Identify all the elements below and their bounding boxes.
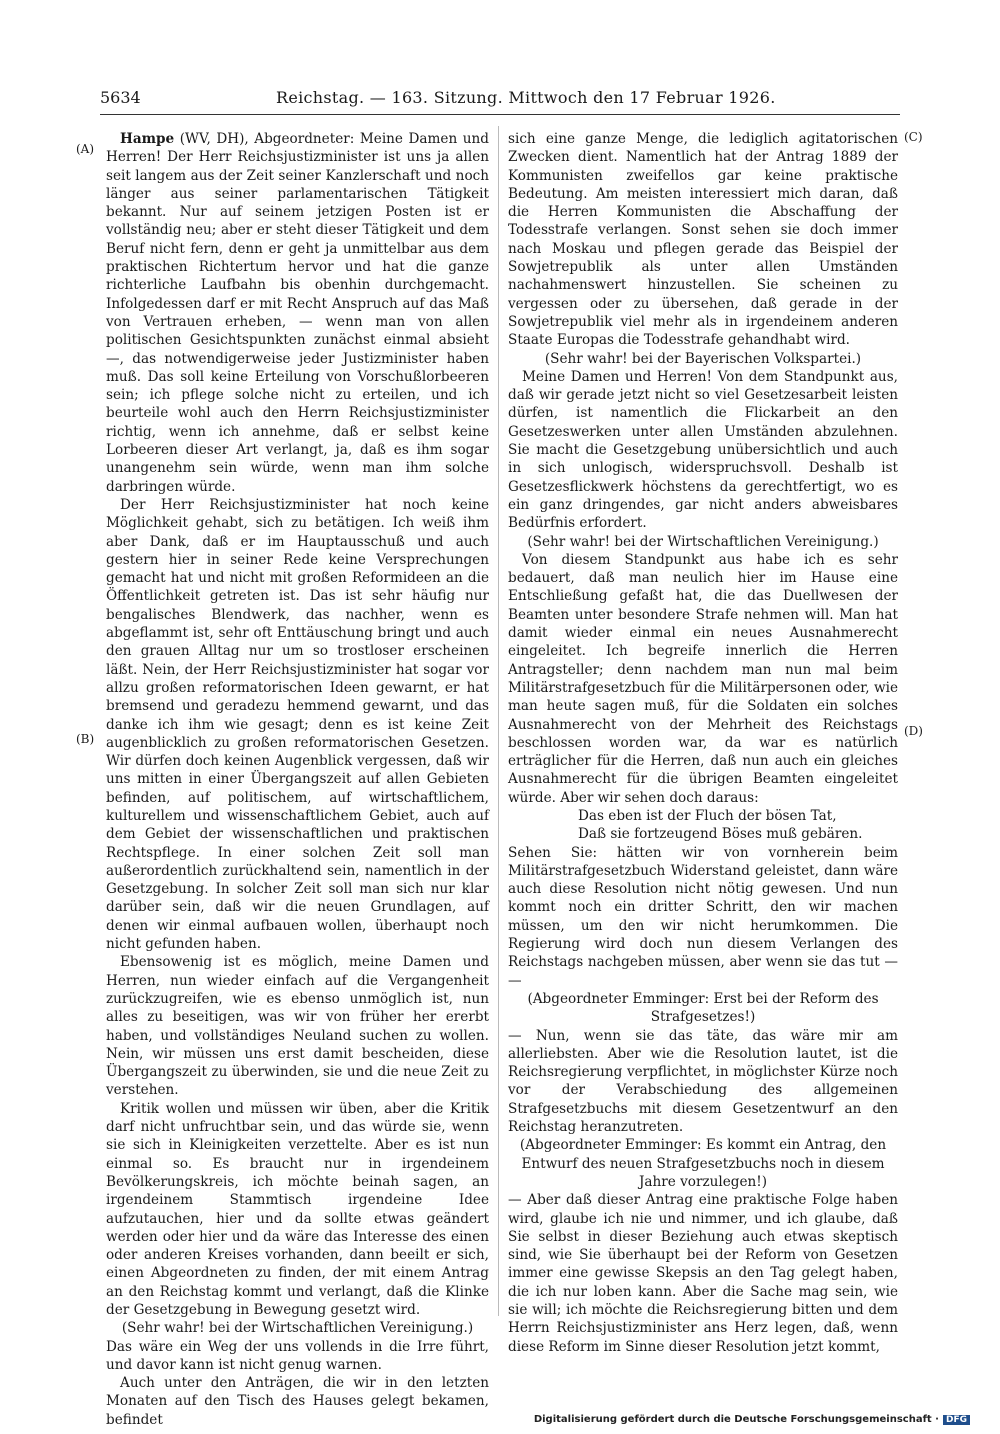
paragraph: Das wäre ein Weg der uns vollends in die Irre führt, und davor kann ist nicht genug warnen. — [106, 1338, 489, 1373]
page-number: 5634 — [100, 88, 141, 107]
interjection: (Sehr wahr! bei der Wirtschaftlichen Vereinigung.) — [527, 533, 879, 550]
digitization-credit — [534, 1414, 970, 1425]
margin-label-d: (D) — [904, 724, 923, 738]
interjection: (Sehr wahr! bei der Wirtschaftlichen Vereinigung.) — [121, 1320, 474, 1337]
paragraph: sich eine ganze Menge, die lediglich agitatorischen Zwecken dient. Namentlich hat der Antrag 1889 der Kommunisten zweifellos gar keine praktische Bedeutung. Am meisten interessiert mich daran, daß die Herren Kommunisten die Abschaffung der Todesstrafe verlangen. Sonst sehen sie doch immer nach Moskau und pflegen gerade das Beispiel der Sowjetrepublik als unter allen Umständen nachahmenswert hinzustellen. Sie scheinen zu vergessen oder zu übersehen, daß gerade in der Sowjetrepublik viel mehr als in irgendeinem anderen Staate Europas die Todesstrafe gehandhabt wird. — [508, 131, 898, 349]
paragraph: — Nun, wenn sie das täte, das wäre mir am allerliebsten. Aber wie die Resolution lautet, ist die Reichsregierung verpflichtet, in möglichster Kürze noch vor der Verabschiedung des allgemeinen Strafgesetzbuchs mit diesem Gesetzentwurf an den Reichstag heranzutreten. — [508, 1027, 898, 1136]
paragraph: — Aber daß dieser Antrag eine praktische Folge haben wird, glaube ich nie und nimmer, und ich glaube, daß Sie selbst in dieser Beziehung auch etwas skeptisch sind, wie Sie überhaupt bei der Reform von Gesetzen immer eine gewisse Skepsis an den Tag gelegt haben, die ich nur loben kann. Aber die Sache mag sein, wie sie will; ich möchte die Reichsregierung bitten und dem Herrn Reichsjustizminister ans Herz legen, daß, wenn diese Reform im Sinne dieser Resolution jetzt kommt, — [508, 1192, 898, 1355]
paragraph: Ebensowenig ist es möglich, meine Damen und Herren, nun wieder einfach auf die Vergangenheit zurückzugreifen, wie es ebenso unmöglich ist, nun alles zu beseitigen, was wir von früher her ererbt haben, und vollständiges Neuland suchen zu wollen. Nein, wir müssen uns erst damit bescheiden, diese Übergangszeit zu überwinden, sie und die neue Zeit zu verstehen. — [106, 954, 489, 1099]
credit-text: Digitalisierung gefördert durch die Deutsche Forschungsgemeinschaft · — [533, 1414, 939, 1425]
interjection: (Abgeordneter Emminger: Erst bei der Reform des Strafgesetzes!) — [527, 990, 879, 1026]
interjection: (Sehr wahr! bei der Bayerischen Volkspartei.) — [544, 350, 862, 367]
column-divider — [498, 126, 499, 1316]
speech-text: (WV, DH), Abgeordneter: Meine Damen und Herren! Der Herr Reichsjustizminister ist uns ja allen seit langem aus der Zeit seiner Kanzlerschaft und noch länger aus seiner parlamentarischen Tätigkeit bekannt. Nur auf seinem jetzigen Posten ist er vollständig neu; aber er steht dieser Tätigkeit und dem Beruf nicht fern, denn er geht ja unmittelbar aus dem praktischen Richtertum hervor und hat die ganze richterliche Laufbahn bis obenhin durchgemacht. Infolgedessen darf er mit Recht Anspruch auf das Maß von Vertrauen erheben, — wenn man von allen politischen Gesichtspunkten zunächst einmal absieht —, das notwendigerweise jeder Justizminister haben muß. Das soll keine Erteilung von Vorschußlorbeeren sein; ich pflege solche nicht zu erteilen, und ich beurteile wohl auch den Herrn Reichsjustizminister richtig, wenn ich annehme, daß er selbst keine Lorbeeren dieser Art verlangt, ja, daß es ihm sogar unangenehm sein würde, wenn man ihm solche darbringen würde. — [106, 131, 489, 495]
speaker-name: Hampe — [120, 131, 175, 147]
paragraph: Der Herr Reichsjustizminister hat noch keine Möglichkeit gehabt, sich zu betätigen. Ich weiß ihm aber Dank, daß er im Hauptausschuß und auch gestern hier in seiner Rede keine Versprechungen gemacht hat und nicht mit großen Reformideen an die Öffentlichkeit getreten ist. Das ist sehr häufig nur bengalisches Blendwerk, das nachher, wenn es abgeflammt ist, sehr oft Enttäuschung bringt und auch den grauen Alltag nur um so trostloser erscheinen läßt. Nein, der Herr Reichsjustizminister hat sogar vor allzu großen reformatorischen Ideen gewarnt, er hat bremsend und geradezu hemmend gewarnt, und das danke ich ihm wie gesagt; denn es ist keine Zeit augenblicklich zu großen reformatorischen Gesetzen. Wir dürfen doch keinen Augenblick vergessen, daß wir uns mitten in einer Übergangszeit auf allen Gebieten befinden, auf politischem, auf wirtschaftlichem, kulturellem und wissenschaftlichem Gebiet, auch auf dem Gebiet der wissenschaftlichen und praktischen Rechtspflege. In einer solchen Zeit soll man außerordentlich zurückhaltend sein, namentlich in der Gesetzgebung. In solcher Zeit soll man sich nur klar darüber sein, daß wir die neuen Grundlagen, auf denen wir einmal aufbauen wollen, überhaupt noch nicht gefunden haben. — [106, 496, 489, 953]
paragraph: Meine Damen und Herren! Von dem Standpunkt aus, daß wir gerade jetzt nicht so viel Gesetzesarbeit leisten dürfen, ist namentlich die Flickarbeit an den Gesetzeswerken unter allen Umständen abzulehnen. Sie macht die Gesetzgebung unübersichtlich und auch in sich unlogisch, widerspruchsvoll. Deshalb ist Gesetzesflickwerk höchstens da gerechtfertigt, wo es ein ganz dringendes, gar nicht anders abweisbares Bedürfnis erfordert. — [508, 368, 898, 532]
margin-label-c: (C) — [904, 130, 923, 144]
left-column — [106, 130, 489, 1429]
paragraph: Kritik wollen und müssen wir üben, aber die Kritik darf nicht unfruchtbar sein, und das würde sie, wenn sie sich in Kleinigkeiten verzettelte. Aber es ist nun einmal so. Es braucht nur in irgendeinem Bevölkerungskreis, ich möchte beinah sagen, an irgendeinem Stammtisch irgendeine Idee aufzutauchen, hier und da sollte etwas geändert werden oder hier und da wäre das Interesse des einen oder anderen Kreises vorhanden, dann beeilt er sich, einen Abgeordneten zu finden, der mit einem Antrag an den Reichstag kommt und verlangt, daß die Klinke der Gesetzgebung in Bewegung gesetzt wird. — [106, 1100, 489, 1318]
paragraph: Von diesem Standpunkt aus habe ich es sehr bedauert, daß man neulich hier im Hause eine Entschließung gefaßt hat, die das Duellwesen der Beamten unter besondere Strafe nehmen will. Man hat damit wieder einmal ein neues Ausnahmerecht eingeleitet. Ich begreife innerlich die Herren Antragsteller; denn nachdem man nun mal beim Militärstrafgesetzbuch für die Militärpersonen oder, wie man heute sagen muß, für die Soldaten ein solches Ausnahmerecht von der Mehrheit des Reichstags beschlossen worden war, da war es natürlich erträglicher für die Herren, daß nun auch ein gleiches Ausnahmerecht für die übrigen Beamten eingeleitet würde. Aber wir sehen doch daraus: — [508, 551, 898, 806]
header-rule — [100, 114, 900, 115]
margin-label-b: (B) — [76, 732, 95, 746]
paragraph: Auch unter den Anträgen, die wir in den letzten Monaten auf den Tisch des Hauses gelegt bekamen, befindet — [106, 1375, 489, 1428]
right-column — [508, 130, 898, 1356]
paragraph: Sehen Sie: hätten wir von vornherein beim Militärstrafgesetzbuch Widerstand geleistet, dann wäre auch diese Resolution nicht nötig gewesen. Und nun kommt noch ein dritter Schritt, den wir machen müssen, um den wir nicht herumkommen. Die Regierung wird doch nun diesem Verlangen des Reichstags nachgeben müssen, aber wenn sie das tut — — — [508, 844, 898, 989]
page-header — [100, 88, 900, 112]
dfg-logo: DFG — [943, 1415, 970, 1425]
verse-line: Daß sie fortzeugend Böses muß gebären. — [578, 826, 863, 843]
interjection: (Abgeordneter Emminger: Es kommt ein Antrag, den Entwurf des neuen Strafgesetzbuchs noch in diesem Jahre vorzulegen!) — [519, 1137, 887, 1190]
margin-label-a: (A) — [76, 142, 95, 156]
verse-line: Das eben ist der Fluch der bösen Tat, — [578, 807, 837, 824]
speaker-paragraph — [106, 130, 489, 496]
running-head: Reichstag. — 163. Sitzung. Mittwoch den 17 Februar 1926. — [276, 88, 776, 107]
